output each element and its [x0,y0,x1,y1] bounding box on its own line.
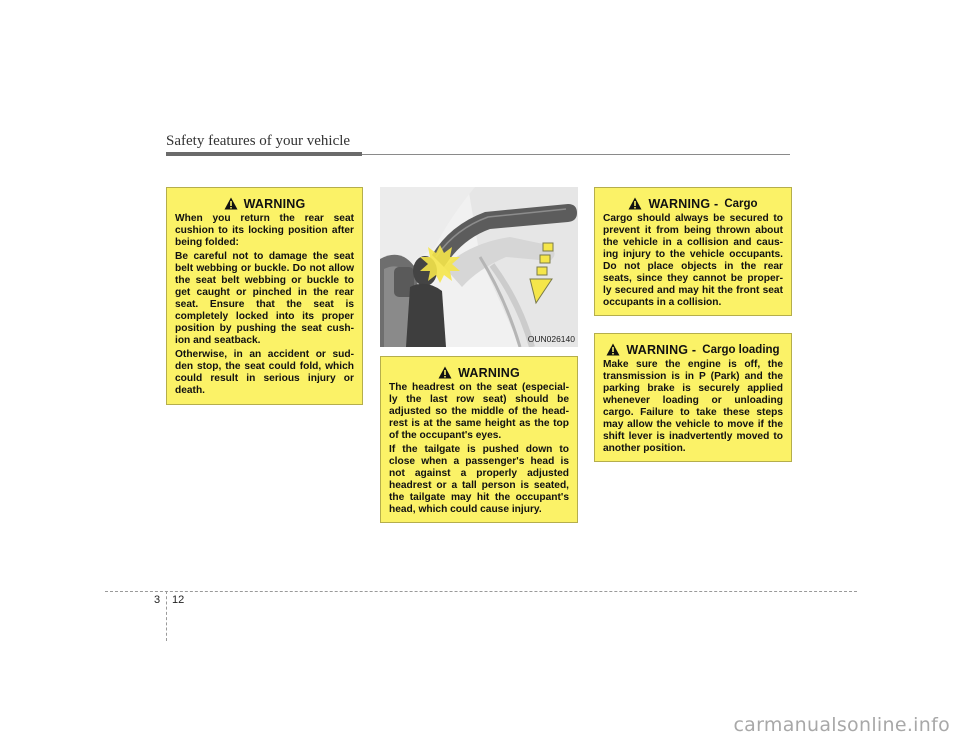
warning-paragraph: When you return the rear seat cushion to its locking position after being folded: [175,213,354,248]
warning-heading [603,197,783,210]
warning-box-seat-cushion [166,187,363,405]
warning-triangle-icon [224,197,238,210]
warning-heading [175,197,354,210]
warning-title: WARNING - [626,342,697,357]
header-rule-thin [362,154,790,155]
warning-box-cargo [594,187,792,316]
warning-subtitle: Cargo loading [702,343,780,356]
warning-triangle-icon [606,343,620,356]
warning-heading [389,366,569,379]
illustration-drawing [380,187,578,347]
warning-box-headrest [380,356,578,523]
warning-paragraph: If the tailgate is pushed down to close when a passenger's head is not against a properly adjusted headrest or a tall person is seated, the tailgate may hit the occupant's head, which could cause injury. [389,444,569,515]
warning-triangle-icon [438,366,452,379]
warning-title: WARNING [243,196,306,211]
warning-box-cargo-loading [594,333,792,462]
warning-heading [603,343,783,356]
page-header-title: Safety features of your vehicle [166,133,351,149]
watermark: carmanualsonline.info [733,714,950,736]
footer-vertical-rule [166,591,167,641]
headrest-tailgate-illustration [380,187,578,347]
warning-subtitle: Cargo [724,197,758,210]
footer-rule [105,591,857,592]
figure-code: OUN026140 [527,334,575,344]
warning-paragraph: Cargo should always be secured to prevent it from being thrown about the vehicle in a collision and caus- ing injury to the vehicle occupants. Do not place objects in the rear seats, since they cannot be proper- ly secured and may hit the front seat occupants in a collision. [603,213,783,308]
page-number: 12 [172,594,185,606]
warning-title: WARNING - [648,196,719,211]
warning-triangle-icon [628,197,642,210]
warning-paragraph: Be careful not to damage the seat belt webbing or buckle. Do not allow the seat belt webbing or buckle to get caught or pinched in the rear seat. Ensure that the seat is completely locked into its proper position by pushing the seat cush- ion and seatback. [175,251,354,346]
chapter-number: 3 [154,594,161,606]
warning-paragraph: Make sure the engine is off, the transmission is in P (Park) and the parking brake is securely applied whenever loading or unloading cargo. Failure to take these steps may allow the vehicle to move if the shift lever is inadvertently moved to another position. [603,359,783,454]
header-rule [166,152,362,156]
warning-title: WARNING [458,365,520,380]
warning-paragraph: The headrest on the seat (especial- ly the last row seat) should be adjusted so the middle of the head- rest is at the same height as the top of the occupant's eyes. [389,382,569,441]
warning-paragraph: Otherwise, in an accident or sud- den stop, the seat could fold, which could result in serious injury or death. [175,349,354,396]
